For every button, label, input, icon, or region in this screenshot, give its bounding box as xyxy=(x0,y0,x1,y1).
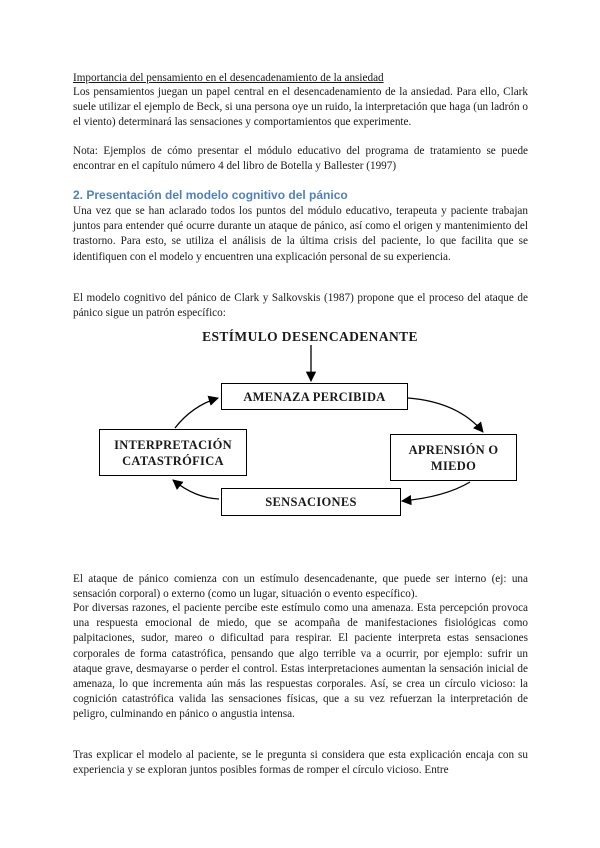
section3-paragraph2: Por diversas razones, el paciente percibe este estímulo como una amenaza. Esta percepción provoca una respuesta emocional de miedo, que se acompaña de manifestaciones fisiológicas como palpitaciones, sudor, mareo o dificultad para respirar. El paciente interpreta estas sensaciones corporales de forma catastrófica, pensando que algo terrible va a ocurrir, por ejemplo: sufrir un ataque grave, desmayarse o perder el control. Estas interpretaciones aumentan la sensación inicial de amenaza, lo que incrementa aún más las respuestas corporales. Así, se crea un círculo vicioso: la cognición catastrófica valida las sensaciones físicas, que a su vez refuerzan la interpretación de peligro, culminando en pánico o angustia intensa. xyxy=(73,602,528,721)
section3-paragraph3: Tras explicar el modelo al paciente, se le pregunta si considera que esta explicación encaja con su experiencia y se exploran juntos posibles formas de romper el círculo vicioso. Entre xyxy=(73,749,528,777)
arrow-interpretation-to-threat xyxy=(175,398,218,428)
stimulus-label: ESTÍMULO DESENCADENANTE xyxy=(202,329,418,344)
section2-paragraph1: Una vez que se han aclarado todos los puntos del módulo educativo, terapeuta y paciente trabajan juntos para entender qué ocurre durante un ataque de pánico, así como el origen y mantenimiento del trastorno. Para esto, se utiliza el análisis de la última crisis del paciente, lo que facilita que se identifiquen con el modelo y encuentren una explicación personal de su experiencia. xyxy=(73,205,528,263)
section2-paragraph2: El modelo cognitivo del pánico de Clark y Salkovskis (1987) propone que el proceso del ataque de pánico sigue un patrón específico: xyxy=(73,292,528,320)
section1-paragraph: Los pensamientos juegan un papel central en el desencadenamiento de la ansiedad. Para ello, Clark suele utilizar el ejemplo de Beck, si una persona oye un ruido, la interpretación que haga (un ladrón o el viento) determinará las sensaciones y comportamientos que experimente. xyxy=(73,86,528,129)
sensations-box: SENSACIONES xyxy=(221,488,401,516)
arrow-threat-to-apprehension xyxy=(408,398,483,432)
threat-box: AMENAZA PERCIBIDA xyxy=(221,383,408,410)
section-title: Importancia del pensamiento en el desencadenamiento de la ansiedad xyxy=(73,72,384,84)
apprehension-box: APRENSIÓN O MIEDO xyxy=(390,434,517,481)
section2-heading: 2. Presentación del modelo cognitivo del pánico xyxy=(73,188,348,202)
section3-paragraph1: El ataque de pánico comienza con un estímulo desencadenante, que puede ser interno (ej: una sensación corporal) o externo (como un lugar, situación o evento específico). xyxy=(73,573,528,601)
interpretation-box: INTERPRETACIÓN CATASTRÓFICA xyxy=(99,429,247,476)
arrow-apprehension-to-sensations xyxy=(402,482,470,501)
section1-note: Nota: Ejemplos de cómo presentar el módulo educativo del programa de tratamiento se puede encontrar en el capítulo número 4 del libro de Botella y Ballester (1997) xyxy=(73,145,528,173)
arrow-sensations-to-interpretation xyxy=(173,480,219,499)
